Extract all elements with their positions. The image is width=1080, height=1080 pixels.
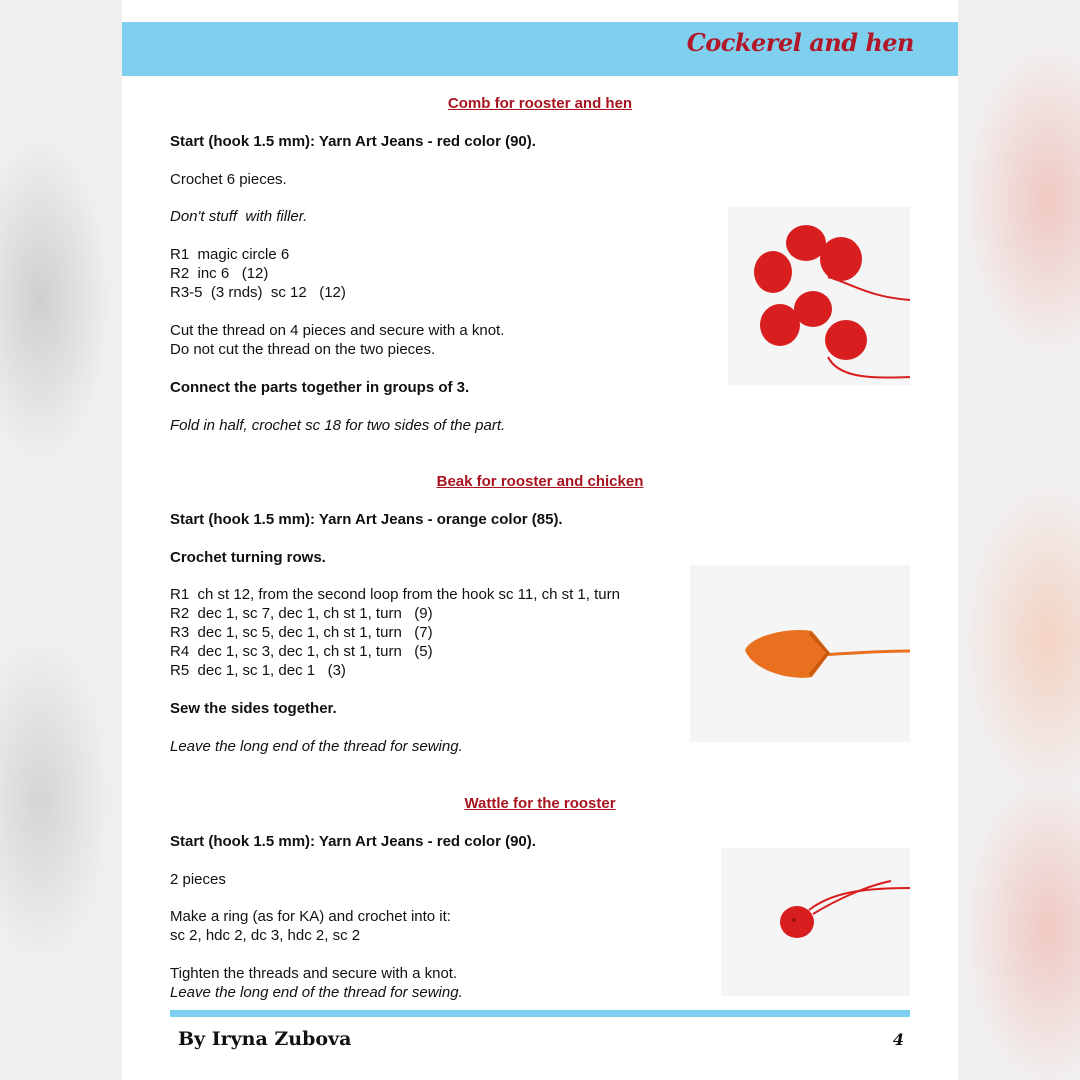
wattle-photo xyxy=(721,848,910,996)
wattle-leave-thread: Leave the long end of the thread for sewing. xyxy=(170,984,463,1001)
beak-sew: Sew the sides together. xyxy=(170,700,337,717)
wattle-ring-instruction: Make a ring (as for KA) and crochet into it: xyxy=(170,908,451,925)
comb-section-title: Comb for rooster and hen xyxy=(447,95,633,112)
beak-section-title: Beak for rooster and chicken xyxy=(436,473,644,490)
page-number: 4 xyxy=(892,1030,904,1049)
background-left xyxy=(0,0,122,1080)
document-title: Cockerel and hen xyxy=(686,28,914,57)
footer-bar xyxy=(170,1010,910,1017)
document-page xyxy=(122,0,958,1080)
wattle-section-title: Wattle for the rooster xyxy=(464,795,616,812)
beak-start: Start (hook 1.5 mm): Yarn Art Jeans - orange color (85). xyxy=(170,511,563,528)
beak-turning: Crochet turning rows. xyxy=(170,549,326,566)
comb-fold: Fold in half, crochet sc 18 for two sides of the part. xyxy=(170,417,506,434)
beak-leave-thread: Leave the long end of the thread for sewing. xyxy=(170,738,463,755)
comb-row: R1 magic circle 6 xyxy=(170,246,290,263)
comb-cut-instruction: Cut the thread on 4 pieces and secure with a knot. xyxy=(170,322,505,339)
wattle-stitches: sc 2, hdc 2, dc 3, hdc 2, sc 2 xyxy=(170,927,361,944)
comb-row: R2 inc 6 (12) xyxy=(170,265,269,282)
wattle-start: Start (hook 1.5 mm): Yarn Art Jeans - red color (90). xyxy=(170,833,536,850)
beak-row: R3 dec 1, sc 5, dec 1, ch st 1, turn (7) xyxy=(170,624,433,641)
beak-row: R2 dec 1, sc 7, dec 1, ch st 1, turn (9) xyxy=(170,605,433,622)
comb-connect: Connect the parts together in groups of 3. xyxy=(170,379,470,396)
author-name: By Iryna Zubova xyxy=(178,1028,352,1050)
background-right xyxy=(958,0,1080,1080)
comb-note: Don't stuff with filler. xyxy=(170,208,308,225)
beak-photo xyxy=(690,565,910,742)
comb-row: R3-5 (3 rnds) sc 12 (12) xyxy=(170,284,346,301)
wattle-tighten: Tighten the threads and secure with a knot. xyxy=(170,965,458,982)
beak-row: R4 dec 1, sc 3, dec 1, ch st 1, turn (5) xyxy=(170,643,433,660)
wattle-pieces: 2 pieces xyxy=(170,871,226,888)
comb-start: Start (hook 1.5 mm): Yarn Art Jeans - red color (90). xyxy=(170,133,536,150)
beak-row: R1 ch st 12, from the second loop from the hook sc 11, ch st 1, turn xyxy=(170,586,620,603)
comb-photo xyxy=(728,207,910,385)
comb-count: Crochet 6 pieces. xyxy=(170,171,287,188)
comb-cut-instruction: Do not cut the thread on the two pieces. xyxy=(170,341,436,358)
beak-row: R5 dec 1, sc 1, dec 1 (3) xyxy=(170,662,346,679)
